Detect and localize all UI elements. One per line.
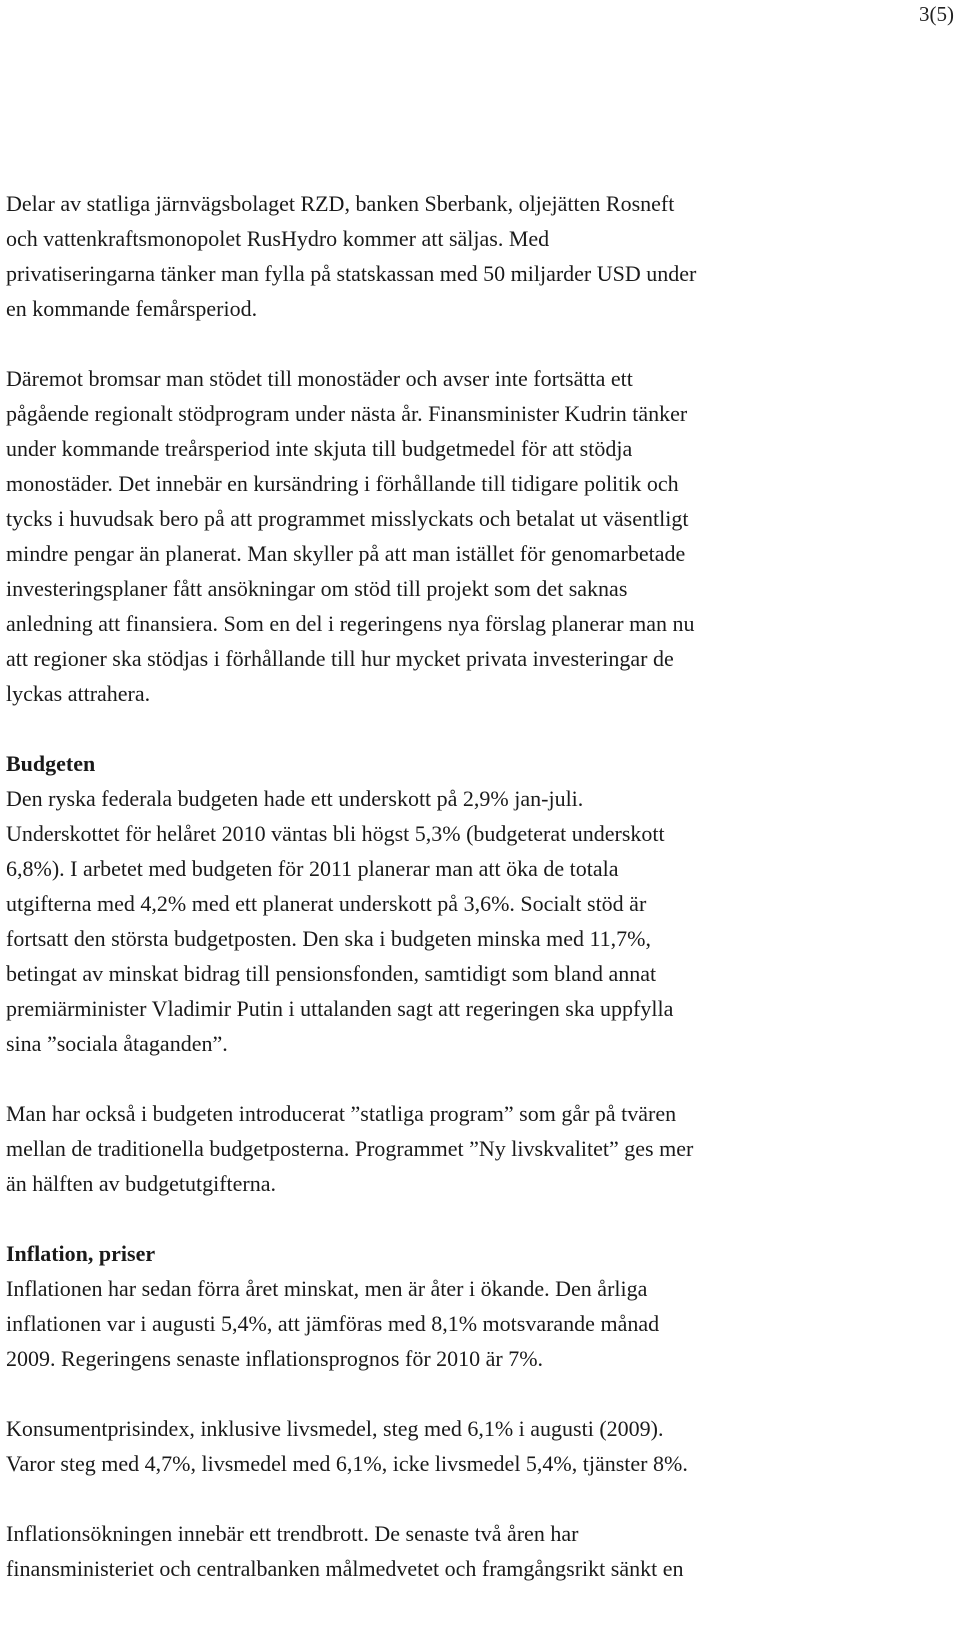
paragraph-state-programs: Man har också i budgeten introducerat ”statliga program” som går på tvären mellan de traditionella budgetposterna. Programmet ”Ny livskvalitet” ges mer än hälften av budgetutgifterna. [6, 1101, 694, 1196]
section-budget [6, 746, 956, 1201]
section-inflation [6, 1236, 956, 1586]
paragraph-privatization: Delar av statliga järnvägsbolaget RZD, banken Sberbank, oljejätten Rosneft och vattenkraftsmonopolet RusHydro kommer att säljas. Med privatiseringarna tänker man fylla på statskassan med 50 miljarder USD under en kommande femårsperiod. [6, 191, 697, 321]
paragraph-consumer-price-index: Konsumentprisindex, inklusive livsmedel, steg med 6,1% i augusti (2009). Varor steg med 4,7%, livsmedel med 6,1%, icke livsmedel 5,4%, tjänster 8%. [6, 1416, 688, 1476]
paragraph-inflation-rate: Inflationen har sedan förra året minskat, men är åter i ökande. Den årliga inflationen var i augusti 5,4%, att jämföras med 8,1% motsvarande månad 2009. Regeringens senaste inflationsprognos för 2010 är 7%. [6, 1276, 660, 1371]
paragraph-budget-deficit: Den ryska federala budgeten hade ett underskott på 2,9% jan-juli. Underskottet för helåret 2010 väntas bli högst 5,3% (budgeterat underskott 6,8%). I arbetet med budgeten för 2011 planerar man att öka de totala utgifterna med 4,2% med ett planerat underskott på 3,6%. Socialt stöd är fortsatt den största budgetposten. Den ska i budgeten minska med 11,7%, betingat av minskat bidrag till pensionsfonden, samtidigt som bland annat premiärminister Vladimir Putin i uttalanden sagt att regeringen ska uppfylla sina ”sociala åtaganden”. [6, 786, 674, 1056]
page-number: 3(5) [919, 2, 954, 26]
section-heading-inflation: Inflation, priser [6, 1241, 156, 1266]
paragraph-trend-break: Inflationsökningen innebär ett trendbrott. De senaste två åren har finansministeriet och centralbanken målmedvetet och framgångsrikt sänkt en [6, 1521, 684, 1581]
document-body [6, 186, 956, 1621]
paragraph-monotowns: Däremot bromsar man stödet till monostäder och avser inte fortsätta ett pågående regionalt stödprogram under nästa år. Finansminister Kudrin tänker under kommande treårsperiod inte skjuta till budgetmedel för att stödja monostäder. Det innebär en kursändring i förhållande till tidigare politik och tycks i huvudsak bero på att programmet misslyckats och betalat ut väsentligt mindre pengar än planerat. Man skyller på att man istället för genomarbetade investeringsplaner fått ansökningar om stöd till projekt som det saknas anledning att finansiera. Som en del i regeringens nya förslag planerar man nu att regioner ska stödjas i förhållande till hur mycket privata investeringar de lyckas attrahera. [6, 366, 695, 706]
section-heading-budget: Budgeten [6, 751, 96, 776]
